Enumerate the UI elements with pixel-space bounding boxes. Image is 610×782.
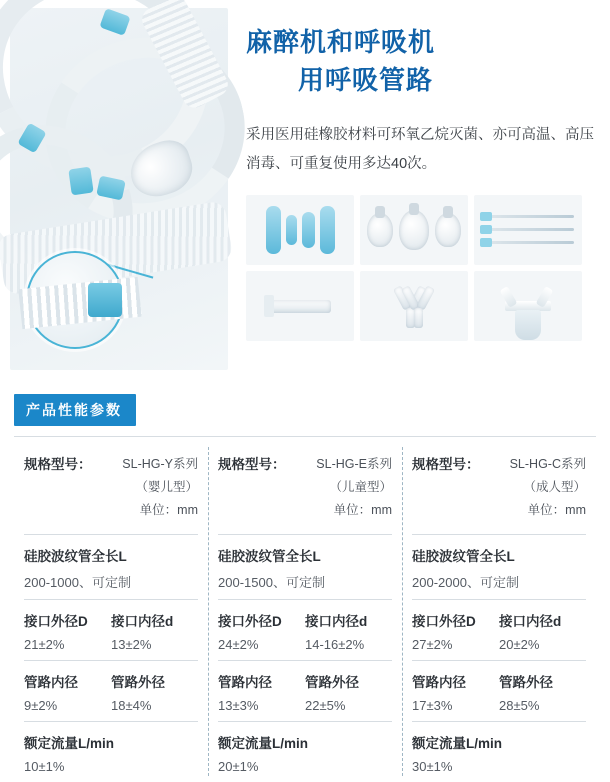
spec-port-diameters xyxy=(24,600,198,660)
spec-length xyxy=(412,535,586,599)
spec-length xyxy=(24,535,198,599)
spec-flow xyxy=(412,722,586,782)
spec-pair-values xyxy=(412,698,586,713)
model-label: 规格型号： xyxy=(218,457,286,472)
breathing-bag-icon xyxy=(302,212,315,248)
spec-title: 接口内径d xyxy=(499,614,562,630)
spec-value: 22±5% xyxy=(305,698,346,714)
spec-title: 接口内径d xyxy=(305,614,368,630)
model-label: 规格型号： xyxy=(24,457,92,472)
spec-pair-titles xyxy=(24,610,198,630)
spec-pair-titles xyxy=(412,671,586,691)
model-row xyxy=(218,437,392,534)
y-piece-thumbnail[interactable] xyxy=(360,271,468,341)
bag-icons xyxy=(246,195,354,265)
spec-pair-values xyxy=(218,637,392,652)
spec-port-diameters xyxy=(218,600,392,660)
catheters-thumbnail[interactable] xyxy=(474,195,582,265)
spec-tube-diameters xyxy=(412,661,586,721)
spec-value: 21±2% xyxy=(24,637,65,653)
spec-value: 20±1% xyxy=(218,759,259,775)
catheter-icon xyxy=(482,215,574,218)
spec-title: 管路内径 xyxy=(218,675,272,691)
blue-connector-cuff xyxy=(68,167,93,196)
spec-pair-titles xyxy=(412,610,586,630)
spec-column-infant xyxy=(14,437,208,782)
zoom-detail-circle xyxy=(26,251,124,349)
y-piece-icons xyxy=(360,271,468,341)
connector-icon xyxy=(246,271,354,341)
breathing-bag-icon xyxy=(320,206,335,254)
face-mask-icon xyxy=(435,213,461,247)
spec-pair-values xyxy=(218,698,392,713)
spec-pair-values xyxy=(24,637,198,652)
blue-connector-cuff-detail xyxy=(88,283,122,317)
headline-line-2: 用呼吸管路 xyxy=(298,64,434,95)
model-type: （儿童型） xyxy=(329,480,392,495)
spec-title: 管路外径 xyxy=(305,675,359,691)
catheter-icon xyxy=(482,228,574,231)
specification-table xyxy=(14,437,596,782)
spec-title: 硅胶波纹管全长L xyxy=(412,549,515,565)
model-series: SL-HG-Y系列 xyxy=(122,457,198,471)
spec-length xyxy=(218,535,392,599)
model-label: 规格型号： xyxy=(412,457,480,472)
top-section xyxy=(0,0,610,370)
spec-pair-titles xyxy=(218,671,392,691)
headline-line-1: 麻醉机和呼吸机 xyxy=(246,27,436,57)
spec-port-diameters xyxy=(412,600,586,660)
spec-column-adult xyxy=(402,437,596,782)
face-mask-icon xyxy=(399,210,429,250)
spec-value: 27±2% xyxy=(412,637,453,653)
spec-flow xyxy=(218,722,392,782)
page-title xyxy=(246,24,600,99)
spec-value: 30±1% xyxy=(412,759,453,775)
model-value xyxy=(510,453,586,522)
model-series: SL-HG-C系列 xyxy=(509,457,586,471)
spec-value: 200-2000、可定制 xyxy=(412,575,519,591)
spec-title: 硅胶波纹管全长L xyxy=(218,549,321,565)
model-unit: 单位：mm xyxy=(139,503,198,518)
spec-value: 18±4% xyxy=(111,698,152,714)
thumbnail-gallery xyxy=(246,195,600,341)
spec-title: 管路内径 xyxy=(412,675,466,691)
spec-value: 10±1% xyxy=(24,759,65,775)
model-unit: 单位：mm xyxy=(527,503,586,518)
spec-value: 24±2% xyxy=(218,637,259,653)
spec-value: 9±2% xyxy=(24,698,58,714)
spec-title: 硅胶波纹管全长L xyxy=(24,549,127,565)
spec-title: 管路内径 xyxy=(24,675,78,691)
water-trap-icon xyxy=(474,271,582,341)
breathing-bag-icon xyxy=(266,206,281,254)
face-masks-thumbnail[interactable] xyxy=(360,195,468,265)
model-type: （成人型） xyxy=(523,480,586,495)
spec-pair-titles xyxy=(218,610,392,630)
spec-title: 额定流量L/min xyxy=(218,736,308,752)
spec-value: 200-1000、可定制 xyxy=(24,575,131,591)
spec-title: 额定流量L/min xyxy=(24,736,114,752)
connector-body-shape xyxy=(269,300,331,313)
model-type: （婴儿型） xyxy=(135,480,198,495)
water-trap-thumbnail[interactable] xyxy=(474,271,582,341)
spec-value: 20±2% xyxy=(499,637,540,653)
spec-pair-titles xyxy=(24,671,198,691)
catheter-icons xyxy=(474,195,582,265)
spec-tube-diameters xyxy=(24,661,198,721)
spec-title: 接口外径D xyxy=(412,614,476,630)
spec-pair-values xyxy=(412,637,586,652)
spec-flow xyxy=(24,722,198,782)
spec-title: 管路外径 xyxy=(499,675,553,691)
breathing-bag-icon xyxy=(286,215,297,245)
model-series: SL-HG-E系列 xyxy=(316,457,392,471)
spec-title: 接口外径D xyxy=(218,614,282,630)
product-description: 采用医用硅橡胶材料可环氧乙烷灭菌、亦可高温、高压消毒、可重复使用多达40次。 xyxy=(246,127,594,173)
spec-title: 额定流量L/min xyxy=(412,736,502,752)
model-unit: 单位：mm xyxy=(333,503,392,518)
spec-pair-values xyxy=(24,698,198,713)
y-stem xyxy=(414,308,423,328)
catheter-icon xyxy=(482,241,574,244)
face-mask-icon xyxy=(367,213,393,247)
breathing-bags-thumbnail[interactable] xyxy=(246,195,354,265)
spec-value: 200-1500、可定制 xyxy=(218,575,325,591)
spec-title: 管路外径 xyxy=(111,675,165,691)
spec-value: 14-16±2% xyxy=(305,637,365,653)
spec-value: 13±2% xyxy=(111,637,152,653)
model-row xyxy=(24,437,198,534)
model-value xyxy=(316,453,392,522)
spec-title: 接口内径d xyxy=(111,614,174,630)
tube-ribbing-detail xyxy=(18,277,142,329)
section-title-badge: 产品性能参数 xyxy=(14,394,136,426)
connector-thumbnail[interactable] xyxy=(246,271,354,341)
spec-title: 接口外径D xyxy=(24,614,88,630)
mask-icons xyxy=(360,195,468,265)
spec-tube-diameters xyxy=(218,661,392,721)
model-value xyxy=(122,453,198,522)
spec-value: 17±3% xyxy=(412,698,453,714)
spec-value: 13±3% xyxy=(218,698,259,714)
headline-block xyxy=(228,8,600,370)
spec-column-child xyxy=(208,437,402,782)
spec-value: 28±5% xyxy=(499,698,540,714)
model-row xyxy=(412,437,586,534)
hero-product-photo xyxy=(10,8,228,370)
